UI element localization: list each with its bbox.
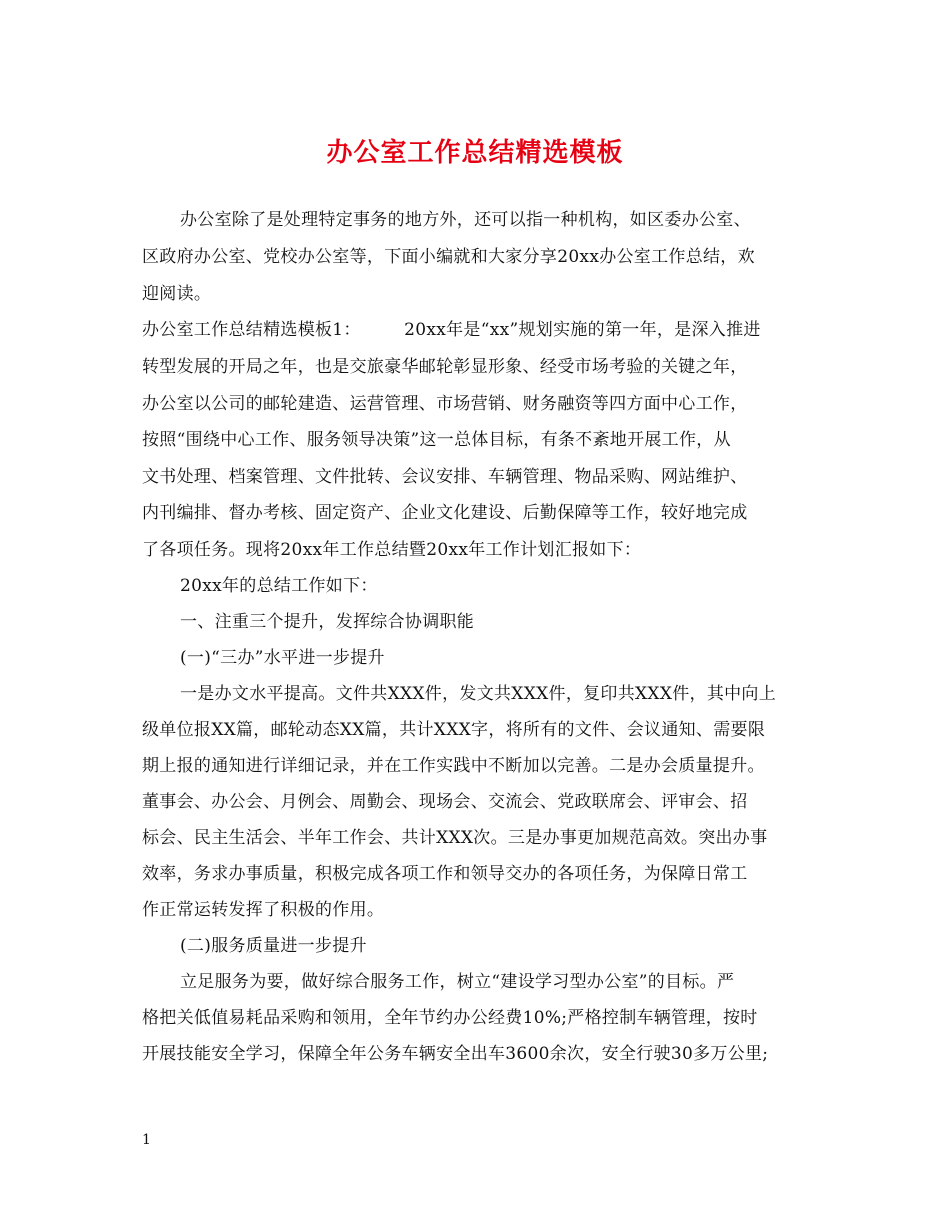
text-line: 文书处理、档案管理、文件批转、会议安排、车辆管理、物品采购、网站维护、 (142, 467, 748, 487)
text-line: 作正常运转发挥了积极的作用。 (142, 900, 385, 920)
text-line: 迎阅读。 (142, 284, 212, 304)
text-line: 董事会、办公会、月例会、周勤会、现场会、交流会、党政联席会、评审会、招 (142, 792, 748, 812)
text-line: 期上报的通知进行详细记录，并在工作实践中不断加以完善。二是办会质量提升。 (142, 756, 765, 776)
text-line: 内刊编排、督办考核、固定资产、企业文化建设、后勤保障等工作，较好地完成 (142, 503, 748, 523)
document-title: 办公室工作总结精选模板 (326, 138, 624, 168)
subsection-heading: (二)服务质量进一步提升 (180, 936, 367, 956)
text-line: 区政府办公室、党校办公室等，下面小编就和大家分享20xx办公室工作总结，欢 (142, 247, 755, 267)
page-number: 1 (142, 1132, 151, 1148)
text-line: 级单位报XX篇，邮轮动态XX篇，共计XXX字，将所有的文件、会议通知、需要限 (142, 720, 766, 740)
text-line: 格把关低值易耗品采购和领用，全年节约办公经费10%;严格控制车辆管理，按时 (142, 1008, 758, 1028)
text-line: 办公室工作总结精选模板1： 20xx年是“xx”规划实施的第一年，是深入推进 (142, 320, 761, 340)
text-line: 办公室以公司的邮轮建造、运营管理、市场营销、财务融资等四方面中心工作， (142, 394, 748, 414)
text-line: 转型发展的开局之年，也是交旅豪华邮轮彰显形象、经受市场考验的关键之年， (142, 357, 748, 377)
text-line: 一是办文水平提高。文件共XXX件，发文共XXX件，复印共XXX件，其中向上 (180, 684, 777, 704)
text-line: 标会、民主生活会、半年工作会、共计XXX次。三是办事更加规范高效。突出办事 (142, 828, 768, 848)
text-line: 20xx年的总结工作如下： (180, 576, 378, 596)
section-heading: 一、注重三个提升，发挥综合协调职能 (180, 612, 475, 632)
text-line: 效率，务求办事质量，积极完成各项工作和领导交办的各项任务，为保障日常工 (142, 864, 748, 884)
text-line: 开展技能安全学习，保障全年公务车辆安全出车3600余次，安全行驶30多万公里; (142, 1044, 769, 1064)
text-line: 按照“围绕中心工作、服务领导决策”这一总体目标，有条不紊地开展工作，从 (142, 430, 731, 450)
text-line: 了各项任务。现将20xx年工作总结暨20xx年工作计划汇报如下： (142, 540, 642, 560)
subsection-heading: (一)“三办”水平进一步提升 (180, 648, 385, 668)
text-line: 办公室除了是处理特定事务的地方外，还可以指一种机构，如区委办公室、 (180, 210, 751, 230)
text-line: 立足服务为要，做好综合服务工作，树立“建设学习型办公室”的目标。严 (180, 972, 735, 992)
